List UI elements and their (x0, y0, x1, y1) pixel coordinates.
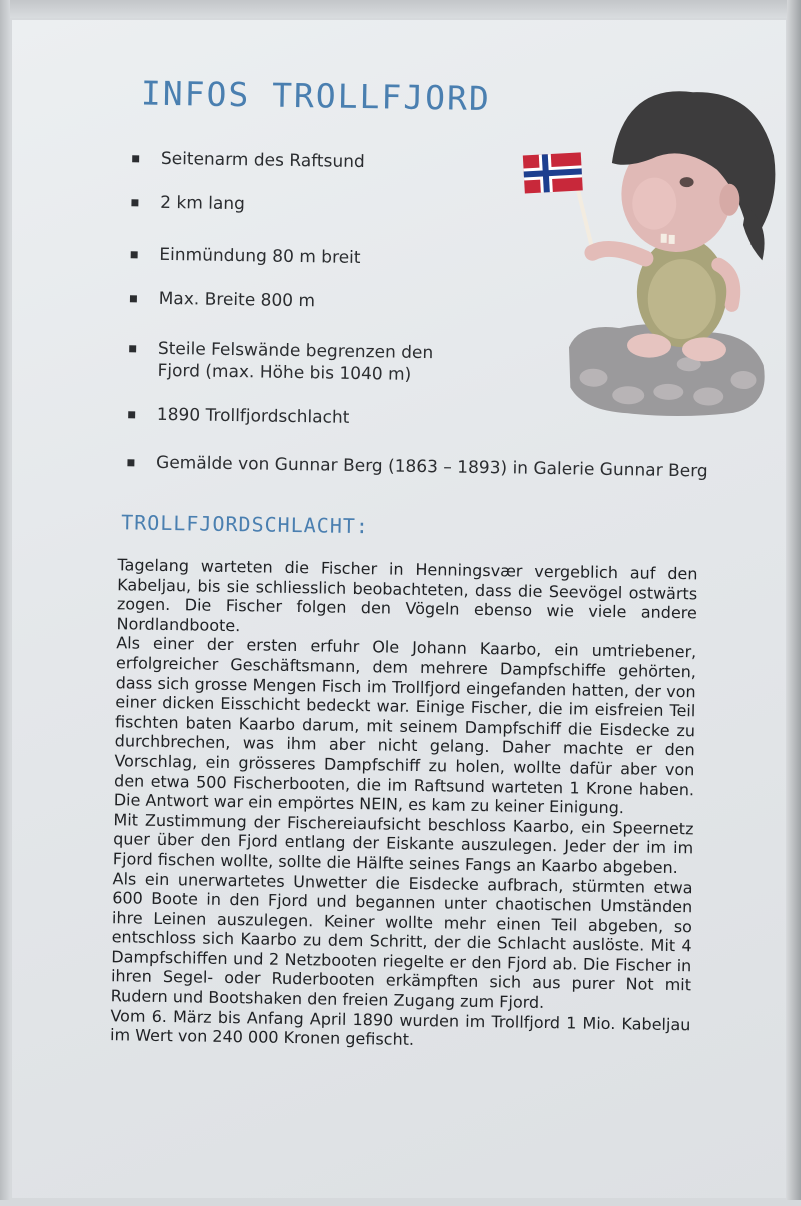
fact-text: Einmündung 80 m breit (159, 244, 361, 269)
fact-text: 2 km lang (160, 192, 246, 215)
fact-item (127, 287, 316, 312)
fact-item (129, 147, 365, 173)
bullet-icon: ▪ (128, 290, 139, 307)
article-text (110, 555, 698, 1054)
fact-item (125, 403, 350, 429)
fact-item (128, 191, 245, 215)
fact-text: 1890 Trollfjordschlacht (156, 404, 350, 428)
bullet-icon: ▪ (126, 406, 137, 423)
poster-title: INFOS TROLLFJORD (140, 73, 492, 119)
norwegian-flag-icon (523, 152, 583, 193)
fact-item (125, 337, 478, 387)
fact-text: Gemälde von Gunnar Berg (1863 – 1893) in Galerie Gunnar Berg (155, 452, 708, 482)
troll-illustration (508, 71, 783, 425)
fact-item (124, 451, 708, 482)
fact-text: Max. Breite 800 m (158, 288, 316, 312)
article-paragraph: Als einer der ersten erfuhr Ole Johann Kaarbo, ein umtriebener, erfolgreicher Geschäftsmann, dem mehrere Dampfschiffe gehörten, dass sich grosse Mengen Fisch im Trollfjord eingefanden hatten, der von einer dicken Eisschicht bedeckt war. Einige Fischer, die im eisfreien Teil fischten baten Kaarbo darum, mit seinem Dampfschiff die Eisdecke zu durchbrechen, was ihm aber nicht gelang. Daher machte er den Vorschlag, ein grösseres Dampfschiff zu holen, wollte dafür aber von den etwa 500 Fischerbooten, die im Raftsund warteten 1 Krone haben. Die Antwort war ein empörtes NEIN, es kam zu keiner Einigung. (113, 633, 697, 818)
bullet-icon: ▪ (125, 454, 136, 471)
fact-text: Seitenarm des Raftsund (160, 148, 365, 173)
bullet-icon: ▪ (129, 246, 140, 263)
article-paragraph: Mit Zustimmung der Fischereiaufsicht beschloss Kaarbo, ein Speernetz quer über den Fjord entlang der Eiskante auszulegen. Jeder der im im Fjord fischen wollte, sollte die Hälfte seines Fangs an Kaarbo abgeben. (112, 809, 694, 877)
fact-text: Steile Felswände begrenzen den Fjord (max. Höhe bis 1040 m) (157, 338, 434, 385)
article-paragraph: Vom 6. März bis Anfang April 1890 wurden im Trollfjord 1 Mio. Kabeljau im Wert von 240 000 Kronen gefischt. (109, 1005, 691, 1050)
article-paragraph: Als ein unerwartetes Unwetter die Eisdecke aufbrach, stürmten etwa 600 Boote in den Fjord und begannen unter chaotischen Umständen ihre Leinen auszulegen. Keiner wollte mehr einen Teil abgeben, so entschloss sich Kaarbo zu dem Schritt, der die Schlacht auslöste. Mit 4 Dampfschiffen und 2 Netzbooten riegelte er den Fjord ab. Die Fischer in ihren Segel- oder Ruderbooten erkämpften sich aus purer Not mit Rudern und Bootshaken den freien Zugang zum Fjord. (110, 868, 693, 1013)
bullet-icon: ▪ (130, 150, 141, 167)
section-heading: TROLLFJORDSCHLACHT: (120, 510, 370, 539)
bullet-icon: ▪ (130, 194, 140, 211)
article-paragraph: Tagelang warteten die Fischer in Henningsvær vergeblich auf den Kabeljau, bis sie schliesslich beobachteten, dass die Seevögel ostwärts zogen. Die Fischer folgen den Vögeln ebenso wie viele andere Nordlandboote. (116, 555, 698, 635)
bullet-icon: ▪ (127, 340, 138, 357)
fact-item (127, 243, 360, 269)
